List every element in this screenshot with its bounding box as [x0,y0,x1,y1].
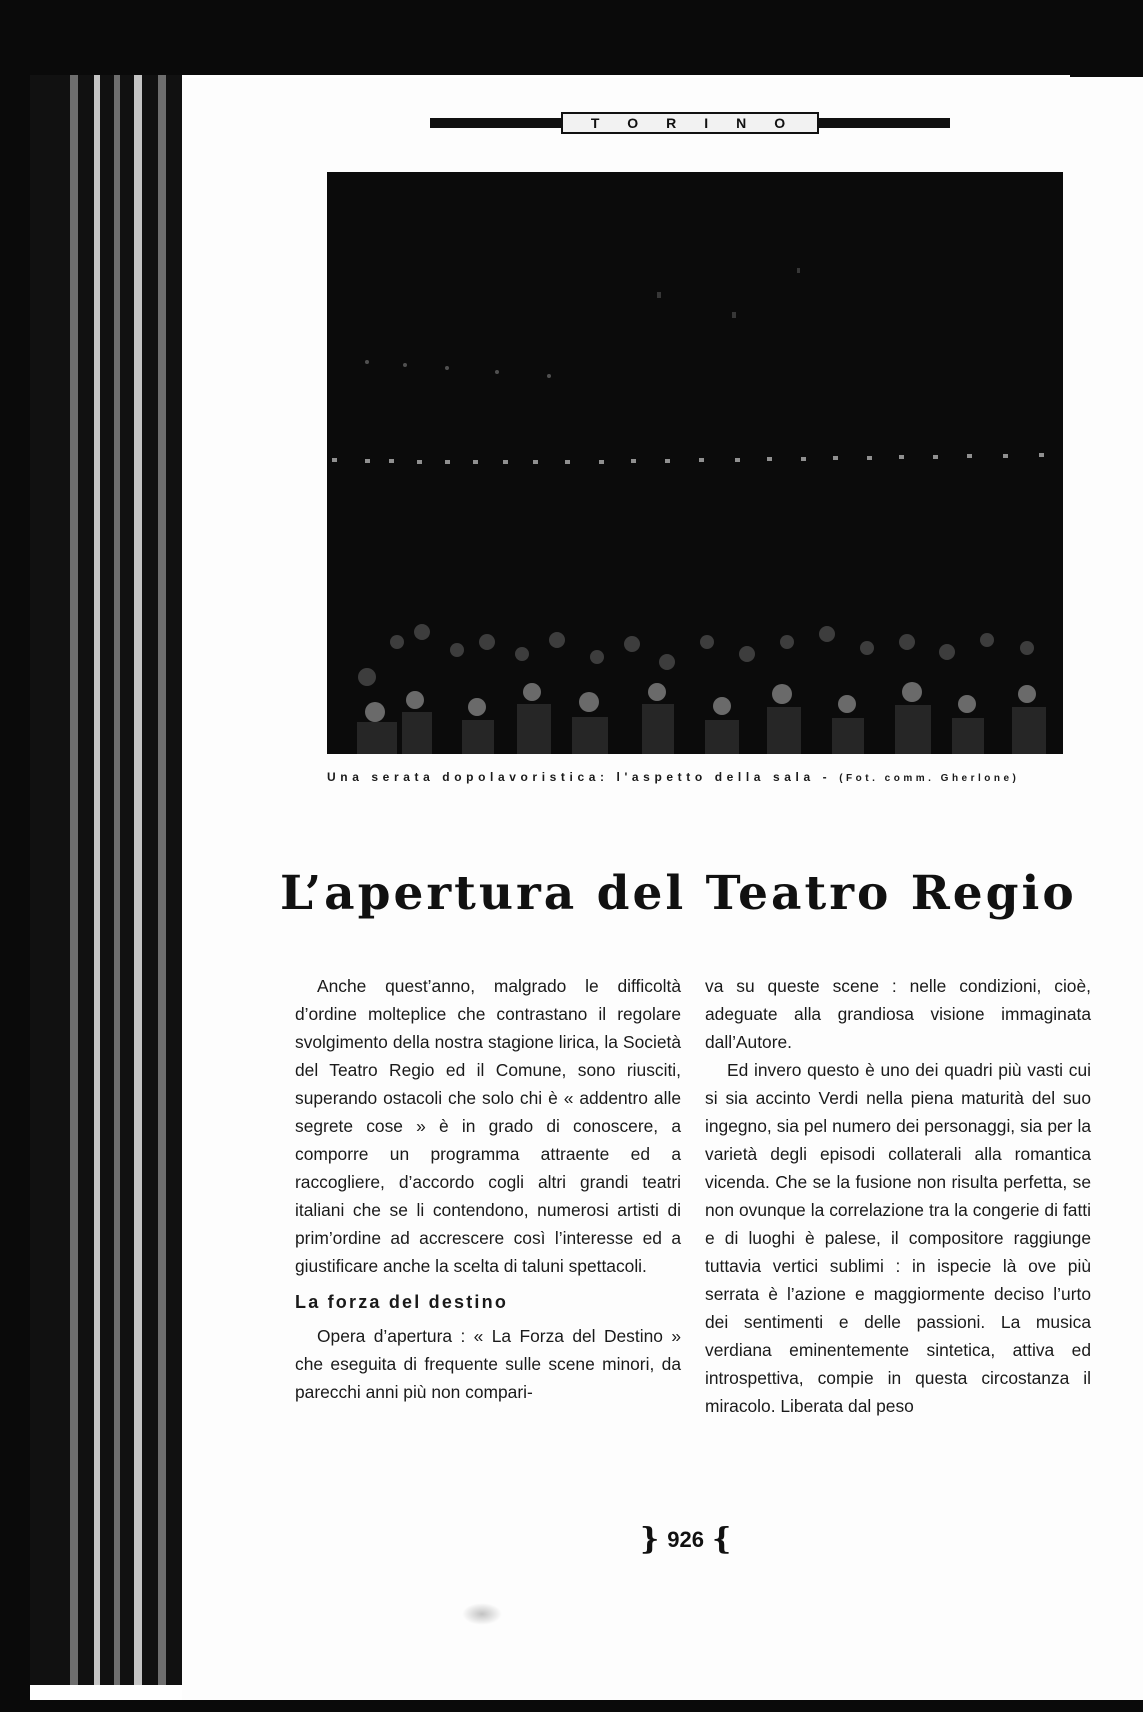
theater-hall-photo-icon [327,172,1063,754]
paragraph: Opera d’apertura : « La Forza del Destino » che eseguita di frequente sulle scene minori, da parecchi anni più non compari- [295,1326,681,1402]
scan-border-top [0,0,1143,75]
theater-hall-photo [327,172,1063,754]
caption-text: Una serata dopolavoristica: l'aspetto della sala - [327,770,840,784]
scan-border-bottom [0,1700,1143,1712]
binding-strip [100,75,114,1685]
binding-strip [120,75,134,1685]
binding-strip [30,75,70,1685]
right-ornament-icon: { [712,1522,732,1557]
binding-strip [166,75,182,1685]
binding-strip [134,75,142,1685]
paragraph: Ed invero questo è uno dei quadri più vasti cui si sia accinto Verdi nella piena maturità del suo ingegno, sia pel numero dei personaggi, sia per la varietà degli episodi collaterali alla romantica vicenda. Che se la fusione non risulta perfetta, se non ovunque la correlazione tra la congerie di fatti e di luoghi è palese, il compositore raggiunge tuttavia vertici sublimi : in ispecie là ove più serrata è l’azione e maggiormente deciso l’urto dei sentimenti e delle passioni. La musica verdiana eminentemente sintetica, attiva ed introspettiva, compie in questa circostanza il miracolo. Liberata dal peso [705,1060,1091,1416]
article-title: L’apertura del Teatro Regio [280,866,1077,921]
left-ornament-icon: } [640,1522,660,1557]
masthead-bar-right [819,118,950,128]
masthead [430,112,950,134]
scan-border-left [0,0,30,1712]
binding-strip [78,75,94,1685]
page-number-value: 926 [667,1526,705,1552]
binding-strip [70,75,78,1685]
photo-caption [327,770,1113,784]
article-column-right [705,972,1091,1420]
binding-strip [158,75,166,1685]
section-heading: La forza del destino [295,1292,509,1312]
page-number [640,1522,760,1557]
paragraph: va su queste scene : nelle condizioni, cioè, adeguate alla grandiosa visione immaginata dall’Autore. [705,976,1091,1052]
caption-credit: (Fot. comm. Gherlone) [839,773,1020,784]
scan-border-top-right [1070,52,1143,77]
scan-smudge [462,1603,502,1625]
binding-strip [142,75,158,1685]
article-column-left [295,972,681,1406]
masthead-bar-left [430,118,561,128]
paragraph: Anche quest’anno, malgrado le difficoltà d’ordine molteplice che contrastano il regolare svolgimento della nostra stagione lirica, la Società del Teatro Regio ed il Comune, sono riusciti, superando ostacoli che solo chi è « addentro alle segrete cose » è in grado di conoscere, a comporre un programma attraente ed a raccogliere, d’accordo cogli altri grandi teatri italiani che se li contendono, numerosi artisti di prim’ordine ad accrescere così l’interesse ed a giustificare anche la scelta di taluni spettacoli. [295,976,681,1276]
masthead-label: TORINO [561,112,819,134]
